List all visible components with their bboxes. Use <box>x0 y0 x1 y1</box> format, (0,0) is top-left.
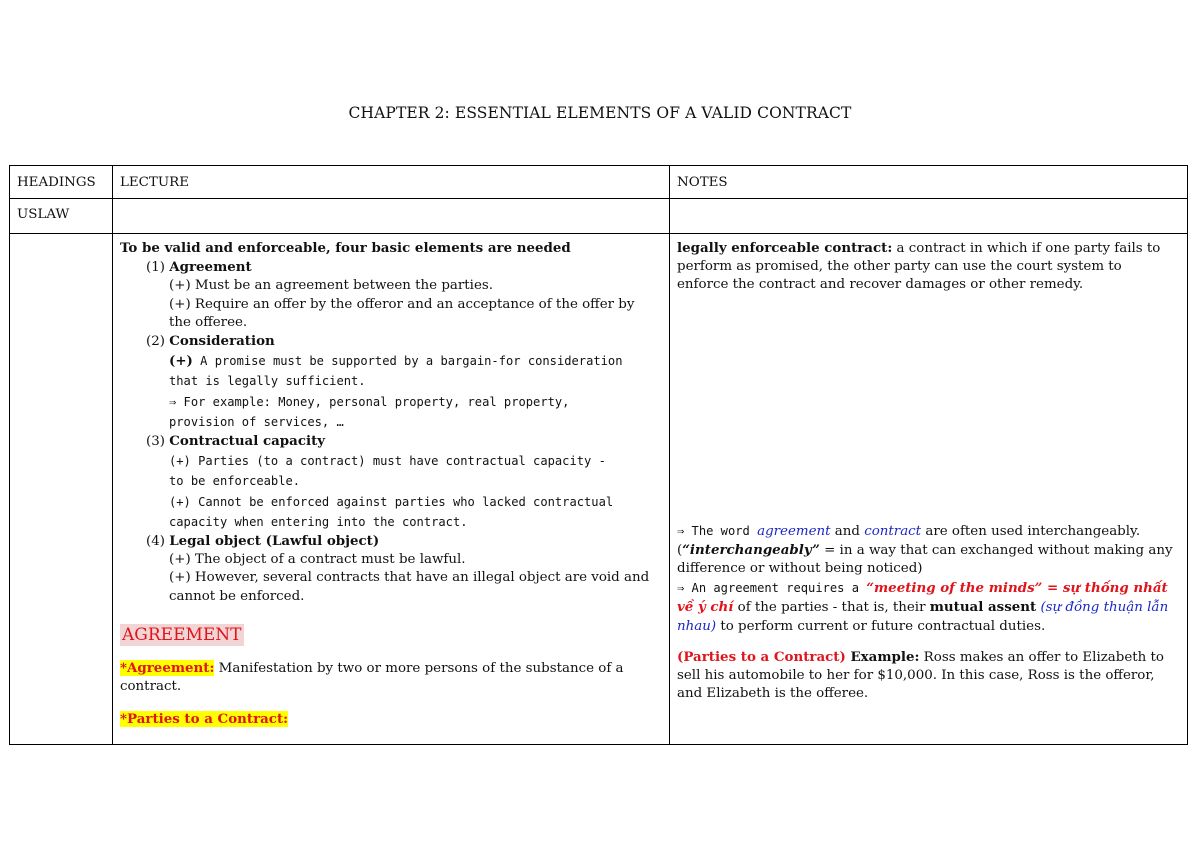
element-3-point-cont: to be enforceable. <box>169 474 301 489</box>
notes-table <box>9 165 1188 745</box>
note-definition: legally enforceable contract: a contract in which if one party fails to <box>677 240 1161 256</box>
table-header-row <box>10 166 1188 199</box>
element-3-point-cont: capacity when entering into the contract. <box>169 514 468 529</box>
note-definition-cont: enforce the contract and recover damages or other remedy. <box>677 277 1084 293</box>
element-2-point-cont: that is legally sufficient. <box>169 374 366 389</box>
element-1-title: (1) Agreement <box>146 259 252 276</box>
element-2-example: ⇒ For example: Money, personal property, real property, <box>169 394 570 409</box>
lecture-cell <box>113 234 670 745</box>
note-example-cont: and Elizabeth is the offeree. <box>677 686 869 702</box>
element-3-point: (+) Cannot be enforced against parties who lacked contractual <box>169 494 614 509</box>
agreement-definition: *Agreement: Manifestation by two or more persons of the substance of a <box>120 659 624 676</box>
note-example-cont: sell his automobile to her for $10,000. In this case, Ross is the offeror, <box>677 668 1155 684</box>
empty-heading-cell <box>10 234 113 745</box>
element-2-title: (2) Consideration <box>146 333 275 350</box>
note-meeting-of-minds: ⇒ An agreement requires a “meeting of the minds” = sự thống nhất <box>677 580 1168 597</box>
element-2-point: (+) A promise must be supported by a bargain-for consideration <box>169 353 623 370</box>
note-agreement-contract: ⇒ The word agreement and contract are often used interchangeably. <box>677 523 1141 539</box>
table-row-uslaw <box>10 199 1188 234</box>
row-label-uslaw: USLAW <box>10 199 113 234</box>
element-4-point: (+) The object of a contract must be lawful. <box>169 552 466 568</box>
element-4-title: (4) Legal object (Lawful object) <box>146 533 380 550</box>
note-meeting-of-minds-cont: nhau) to perform current or future contractual duties. <box>677 618 1046 634</box>
parties-heading: *Parties to a Contract: <box>120 711 289 728</box>
agreement-heading: AGREEMENT <box>122 624 242 645</box>
note-interchangeably-cont: difference or without being noticed) <box>677 561 923 577</box>
header-headings: HEADINGS <box>10 166 113 199</box>
element-1-point-cont: the offeree. <box>169 314 248 330</box>
empty-cell <box>670 199 1188 234</box>
page-title: CHAPTER 2: ESSENTIAL ELEMENTS OF A VALID CONTRACT <box>348 104 852 122</box>
agreement-label: *Agreement: <box>120 659 215 676</box>
element-1-point: (+) Require an offer by the offeror and an acceptance of the offer by <box>169 296 635 312</box>
table-row-content <box>10 234 1188 745</box>
note-example: (Parties to a Contract) Example: Ross makes an offer to Elizabeth to <box>677 648 1164 665</box>
header-notes: NOTES <box>670 166 1188 199</box>
element-4-point: (+) However, several contracts that have an illegal object are void and <box>169 570 650 586</box>
element-3-title: (3) Contractual capacity <box>146 433 326 450</box>
empty-cell <box>113 199 670 234</box>
agreement-definition-cont: contract. <box>120 679 182 695</box>
header-lecture: LECTURE <box>113 166 670 199</box>
note-definition-cont: perform as promised, the other party can use the court system to <box>677 259 1122 275</box>
element-2-example-cont: provision of services, … <box>169 414 344 429</box>
note-meeting-of-minds-cont: về ý chí of the parties - that is, their mutual assent (sự đồng thuận lẫn <box>677 599 1169 616</box>
note-interchangeably: (“interchangeably” = in a way that can exchanged without making any <box>677 541 1173 558</box>
notes-cell <box>670 234 1188 745</box>
element-4-point-cont: cannot be enforced. <box>169 588 305 604</box>
element-1-point: (+) Must be an agreement between the parties. <box>169 278 494 294</box>
element-3-point: (+) Parties (to a contract) must have contractual capacity - <box>169 454 606 469</box>
lecture-intro: To be valid and enforceable, four basic elements are needed <box>120 240 571 256</box>
